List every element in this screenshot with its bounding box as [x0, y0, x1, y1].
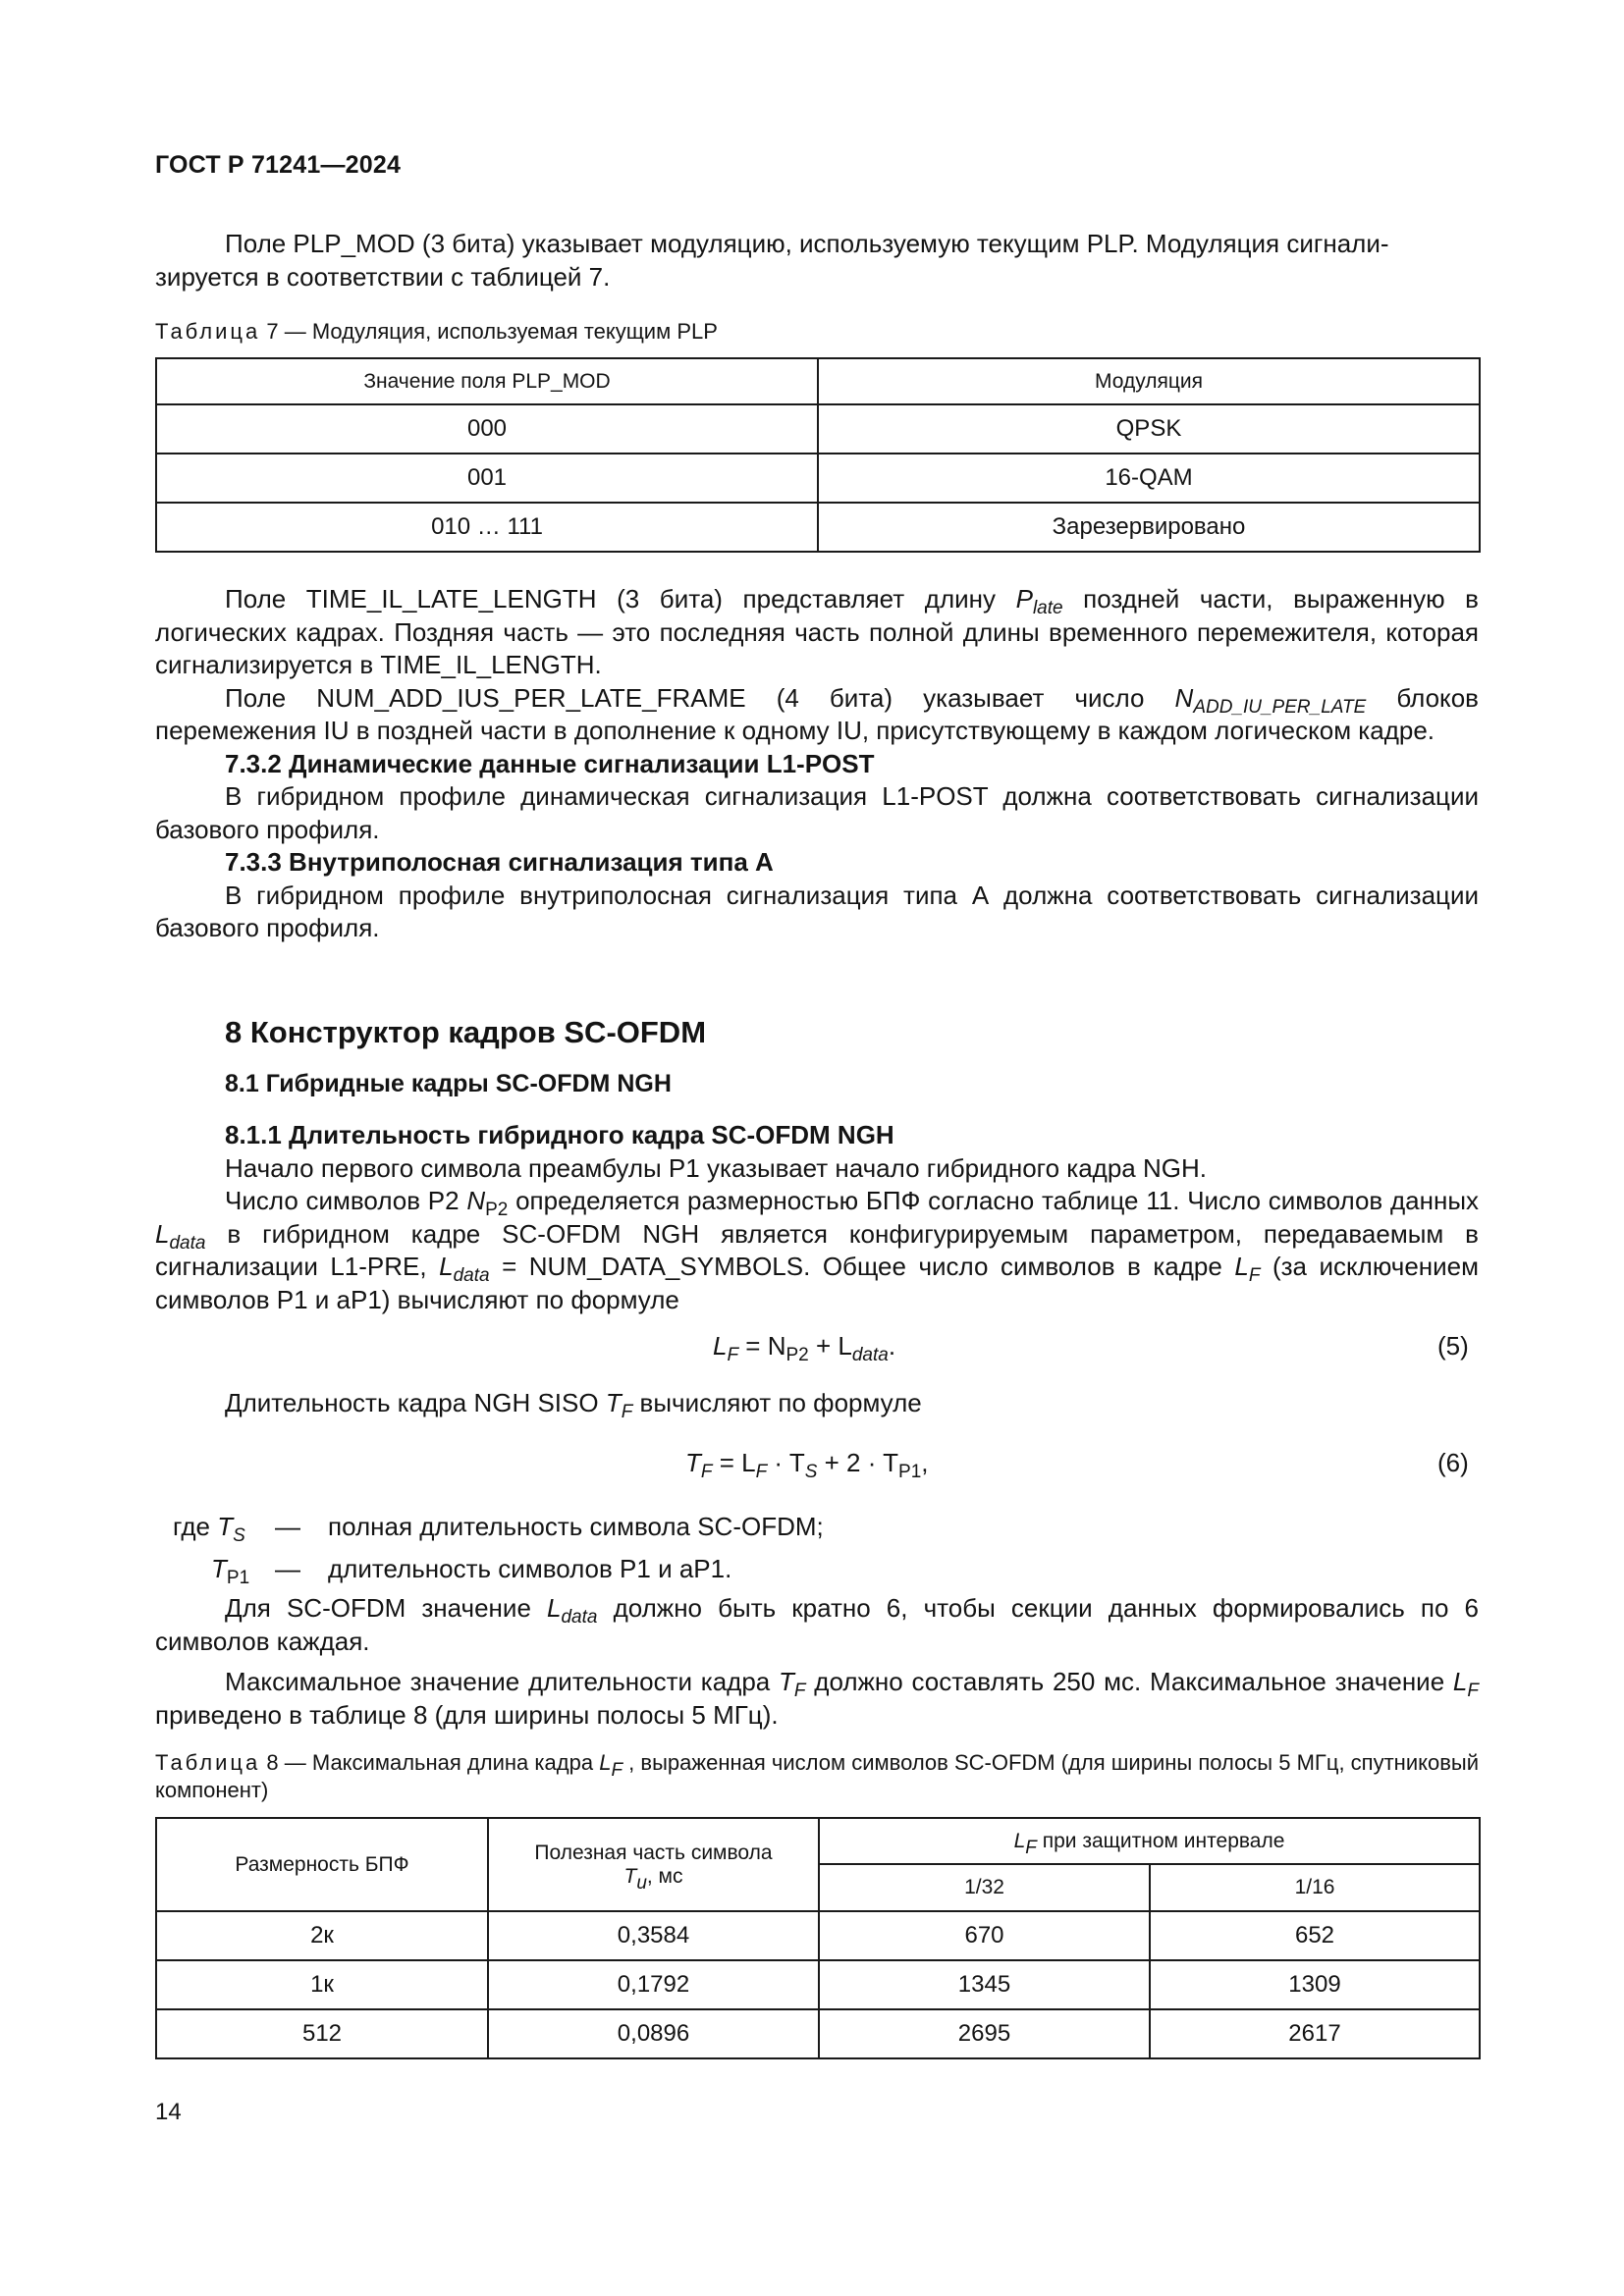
table-cell: 001	[156, 454, 818, 503]
table-cell: QPSK	[818, 404, 1480, 454]
table8	[155, 1817, 1481, 2059]
table-row	[156, 404, 1480, 454]
var-subscript: P1	[226, 1568, 250, 1588]
var-symbol: L	[713, 1331, 728, 1361]
section-811	[155, 1119, 1479, 1316]
text-run: = NUM_DATA_SYMBOLS. Общее число символов в кадре	[489, 1252, 1235, 1281]
table-cell: 0,3584	[488, 1911, 819, 1960]
late-section	[155, 583, 1479, 945]
var-subscript: late	[1032, 598, 1063, 618]
section-811-heading: 8.1.1 Длительность гибридного кадра SC-OFDM NGH	[225, 1120, 894, 1149]
p1-start-paragraph: Начало первого символа преамбулы P1 указывает начало гибридного кадра NGH.	[225, 1152, 1207, 1183]
var-symbol: L	[1013, 1829, 1026, 1852]
where-tp1-desc: длительность символов P1 и aP1.	[328, 1554, 732, 1583]
var-subscript: S	[233, 1525, 245, 1546]
text-run: , мс	[646, 1864, 683, 1888]
var-subscript: u	[636, 1872, 647, 1894]
var-symbol: P	[1015, 584, 1033, 614]
var-symbol: T	[779, 1667, 794, 1696]
var-subscript: F	[621, 1402, 633, 1422]
table-cell: 670	[819, 1911, 1150, 1960]
var-subscript: P2	[785, 1345, 809, 1365]
var-symbol: L	[599, 1750, 612, 1775]
table7-caption-prefix: Таблица	[155, 319, 261, 344]
equation-number-6: (6)	[1437, 1448, 1469, 1477]
var-symbol: L	[547, 1593, 562, 1623]
text-run: (за исключением символов P1 и aP1) вычисляют по формуле	[155, 1252, 1480, 1314]
where-tp1	[211, 1554, 250, 1588]
formula-text: + L	[808, 1331, 852, 1361]
equation-number-5: (5)	[1437, 1331, 1469, 1361]
table-cell: 652	[1150, 1911, 1480, 1960]
table7-caption	[155, 318, 718, 346]
var-subscript: F	[1025, 1837, 1037, 1858]
table7-header-row	[156, 358, 1480, 404]
section-732-text: В гибридном профиле динамическая сигнализация L1-POST должна соответствовать сигнализации базового профиля.	[155, 781, 1479, 844]
table7-header-cell: Значение поля PLP_MOD	[156, 358, 818, 404]
table8-header-useful	[488, 1818, 819, 1911]
section-733-text: В гибридном профиле внутриполосная сигнализация типа А должна соответствовать сигнализации базового профиля.	[155, 880, 1479, 942]
var-symbol: T	[605, 1388, 622, 1417]
var-subscript: data	[169, 1232, 206, 1254]
text-run: Максимальное значение длительности кадра	[225, 1667, 780, 1696]
plp-mod-line1: Поле PLP_MOD (3 бита) указывает модуляцию, используемую текущим PLP. Модуляция сигнали-	[225, 229, 1389, 258]
var-symbol: L	[155, 1218, 170, 1249]
siso-paragraph	[155, 1387, 1479, 1420]
table8-caption-prefix: Таблица	[155, 1750, 261, 1775]
text-run: 8 — Максимальная длина кадра	[260, 1750, 600, 1775]
plp-mod-line2: зируется в соответствии с таблицей 7.	[155, 261, 611, 292]
table8-header-row	[156, 1818, 1480, 1864]
max-duration-paragraph	[155, 1666, 1479, 1732]
var-symbol: L	[439, 1252, 454, 1281]
var-symbol: T	[685, 1448, 701, 1477]
text-run: Для SC-OFDM значение	[225, 1593, 548, 1623]
num-add-ius-paragraph	[155, 682, 1479, 748]
section-8-heading: 8 Конструктор кадров SC-OFDM	[225, 1015, 707, 1049]
table8-header-guard	[819, 1818, 1480, 1864]
text-run: должно быть кратно 6, чтобы секции данных формировались по 6 символов каждая.	[155, 1593, 1479, 1656]
var-symbol: L	[1234, 1252, 1249, 1281]
var-subscript: S	[804, 1462, 818, 1482]
text-run: , выраженная числом символов SC-OFDM (для ширины полосы 5 МГц, спутниковый компонент)	[155, 1750, 1480, 1802]
table-row	[156, 2009, 1480, 2058]
text-run: вычисляют по формуле	[632, 1388, 922, 1417]
text-run: Поле NUM_ADD_IUS_PER_LATE_FRAME (4 бита) указывает число	[225, 682, 1175, 713]
table-cell: 010 … 111	[156, 503, 818, 552]
ldata-section	[155, 1592, 1479, 1732]
var-symbol: L	[1452, 1667, 1468, 1696]
formula-text: .	[888, 1331, 896, 1361]
table-cell: Зарезервировано	[818, 503, 1480, 552]
where-word: где	[173, 1512, 210, 1541]
table-row	[156, 454, 1480, 503]
formula-text: = N	[738, 1331, 786, 1361]
text-run: Число символов P2	[225, 1186, 467, 1215]
var-subscript: P1	[898, 1462, 922, 1482]
var-subscript: P2	[485, 1200, 509, 1220]
text-run: приведено в таблице 8 (для ширины полосы 5 МГц).	[155, 1699, 779, 1730]
table7	[155, 357, 1481, 553]
var-subscript: data	[561, 1607, 598, 1628]
var-symbol: N	[1174, 682, 1194, 713]
formula-text: = L	[712, 1448, 756, 1477]
text-run: Поле TIME_IL_LATE_LENGTH (3 бита) представляет длину	[225, 584, 1016, 614]
formula-text: + 2 · T	[817, 1448, 899, 1477]
page-number: 14	[155, 2099, 182, 2125]
table-cell: 1309	[1150, 1960, 1480, 2009]
table-cell: 0,0896	[488, 2009, 819, 2058]
document-header: ГОСТ Р 71241—2024	[155, 151, 402, 179]
var-symbol: T	[211, 1554, 227, 1583]
var-subscript: F	[1467, 1681, 1479, 1701]
table-cell: 16-QAM	[818, 454, 1480, 503]
table-row	[156, 503, 1480, 552]
table8-header-fft: Размерность БПФ	[156, 1818, 488, 1911]
text-run: определяется размерностью БПФ согласно таблице 11. Число символов данных	[508, 1186, 1480, 1215]
table8-caption	[155, 1749, 1479, 1804]
where-ts-desc: полная длительность символа SC-OFDM;	[328, 1512, 824, 1541]
text-run: блоков перемежения IU в поздней части в дополнение к одному IU, присутствующему в каждом логическом кадре.	[155, 682, 1479, 745]
text-run: в гибридном кадре SC-OFDM NGH является конфигурируемым параметром, передаваемым в сигнализации L1-PRE,	[155, 1218, 1479, 1281]
plp-mod-paragraph	[155, 228, 1479, 294]
section-81-heading: 8.1 Гибридные кадры SC-OFDM NGH	[225, 1070, 672, 1097]
var-subscript: data	[851, 1345, 889, 1365]
text-run: Полезная часть символа	[534, 1841, 773, 1864]
where-dash: —	[275, 1554, 300, 1583]
var-subscript: F	[700, 1462, 713, 1482]
formula-6	[685, 1448, 929, 1482]
time-il-late-paragraph	[155, 583, 1479, 682]
table-cell: 2к	[156, 1911, 488, 1960]
var-subscript: F	[755, 1462, 768, 1482]
table8-header-g2: 1/16	[1150, 1864, 1480, 1911]
var-symbol: T	[623, 1864, 637, 1888]
where-ts	[173, 1512, 245, 1546]
siso-text	[155, 1387, 1479, 1420]
table-cell: 512	[156, 2009, 488, 2058]
var-subscript: F	[1248, 1265, 1261, 1286]
where-dash: —	[275, 1512, 300, 1541]
formula-text: ,	[921, 1448, 929, 1477]
var-subscript: data	[453, 1265, 490, 1286]
table7-caption-text: 7 — Модуляция, используемая текущим PLP	[260, 319, 718, 344]
table-cell: 000	[156, 404, 818, 454]
var-subscript: F	[611, 1760, 623, 1781]
section-732-heading: 7.3.2 Динамические данные сигнализации L1-POST	[225, 748, 875, 778]
var-subscript: F	[727, 1345, 739, 1365]
formula-5	[713, 1331, 896, 1365]
var-symbol: T	[217, 1512, 234, 1541]
table-cell: 2617	[1150, 2009, 1480, 2058]
formula-text: · T	[767, 1448, 805, 1477]
var-symbol: N	[466, 1186, 486, 1215]
table7-header-cell: Модуляция	[818, 358, 1480, 404]
table-cell: 2695	[819, 2009, 1150, 2058]
var-subscript: F	[793, 1681, 806, 1701]
table-cell: 1345	[819, 1960, 1150, 2009]
ldata-paragraph	[155, 1592, 1479, 1658]
var-subscript: ADD_IU_PER_LATE	[1193, 696, 1367, 718]
section-733-heading: 7.3.3 Внутриполосная сигнализация типа A	[225, 847, 774, 877]
text-run: должно составлять 250 мс. Максимальное значение	[805, 1667, 1453, 1696]
symbols-paragraph	[155, 1185, 1479, 1316]
table-cell: 1к	[156, 1960, 488, 2009]
text-run: Длительность кадра NGH SISO	[225, 1388, 606, 1417]
text-run: при защитном интервале	[1036, 1829, 1285, 1852]
text-run: поздней части, выраженную в логических кадрах. Поздняя часть — это последняя часть полной длины временного перемежителя, которая сигнализируется в TIME_IL_LENGTH.	[155, 584, 1479, 679]
table-cell: 0,1792	[488, 1960, 819, 2009]
table-row	[156, 1960, 1480, 2009]
table8-header-g1: 1/32	[819, 1864, 1150, 1911]
table-row	[156, 1911, 1480, 1960]
